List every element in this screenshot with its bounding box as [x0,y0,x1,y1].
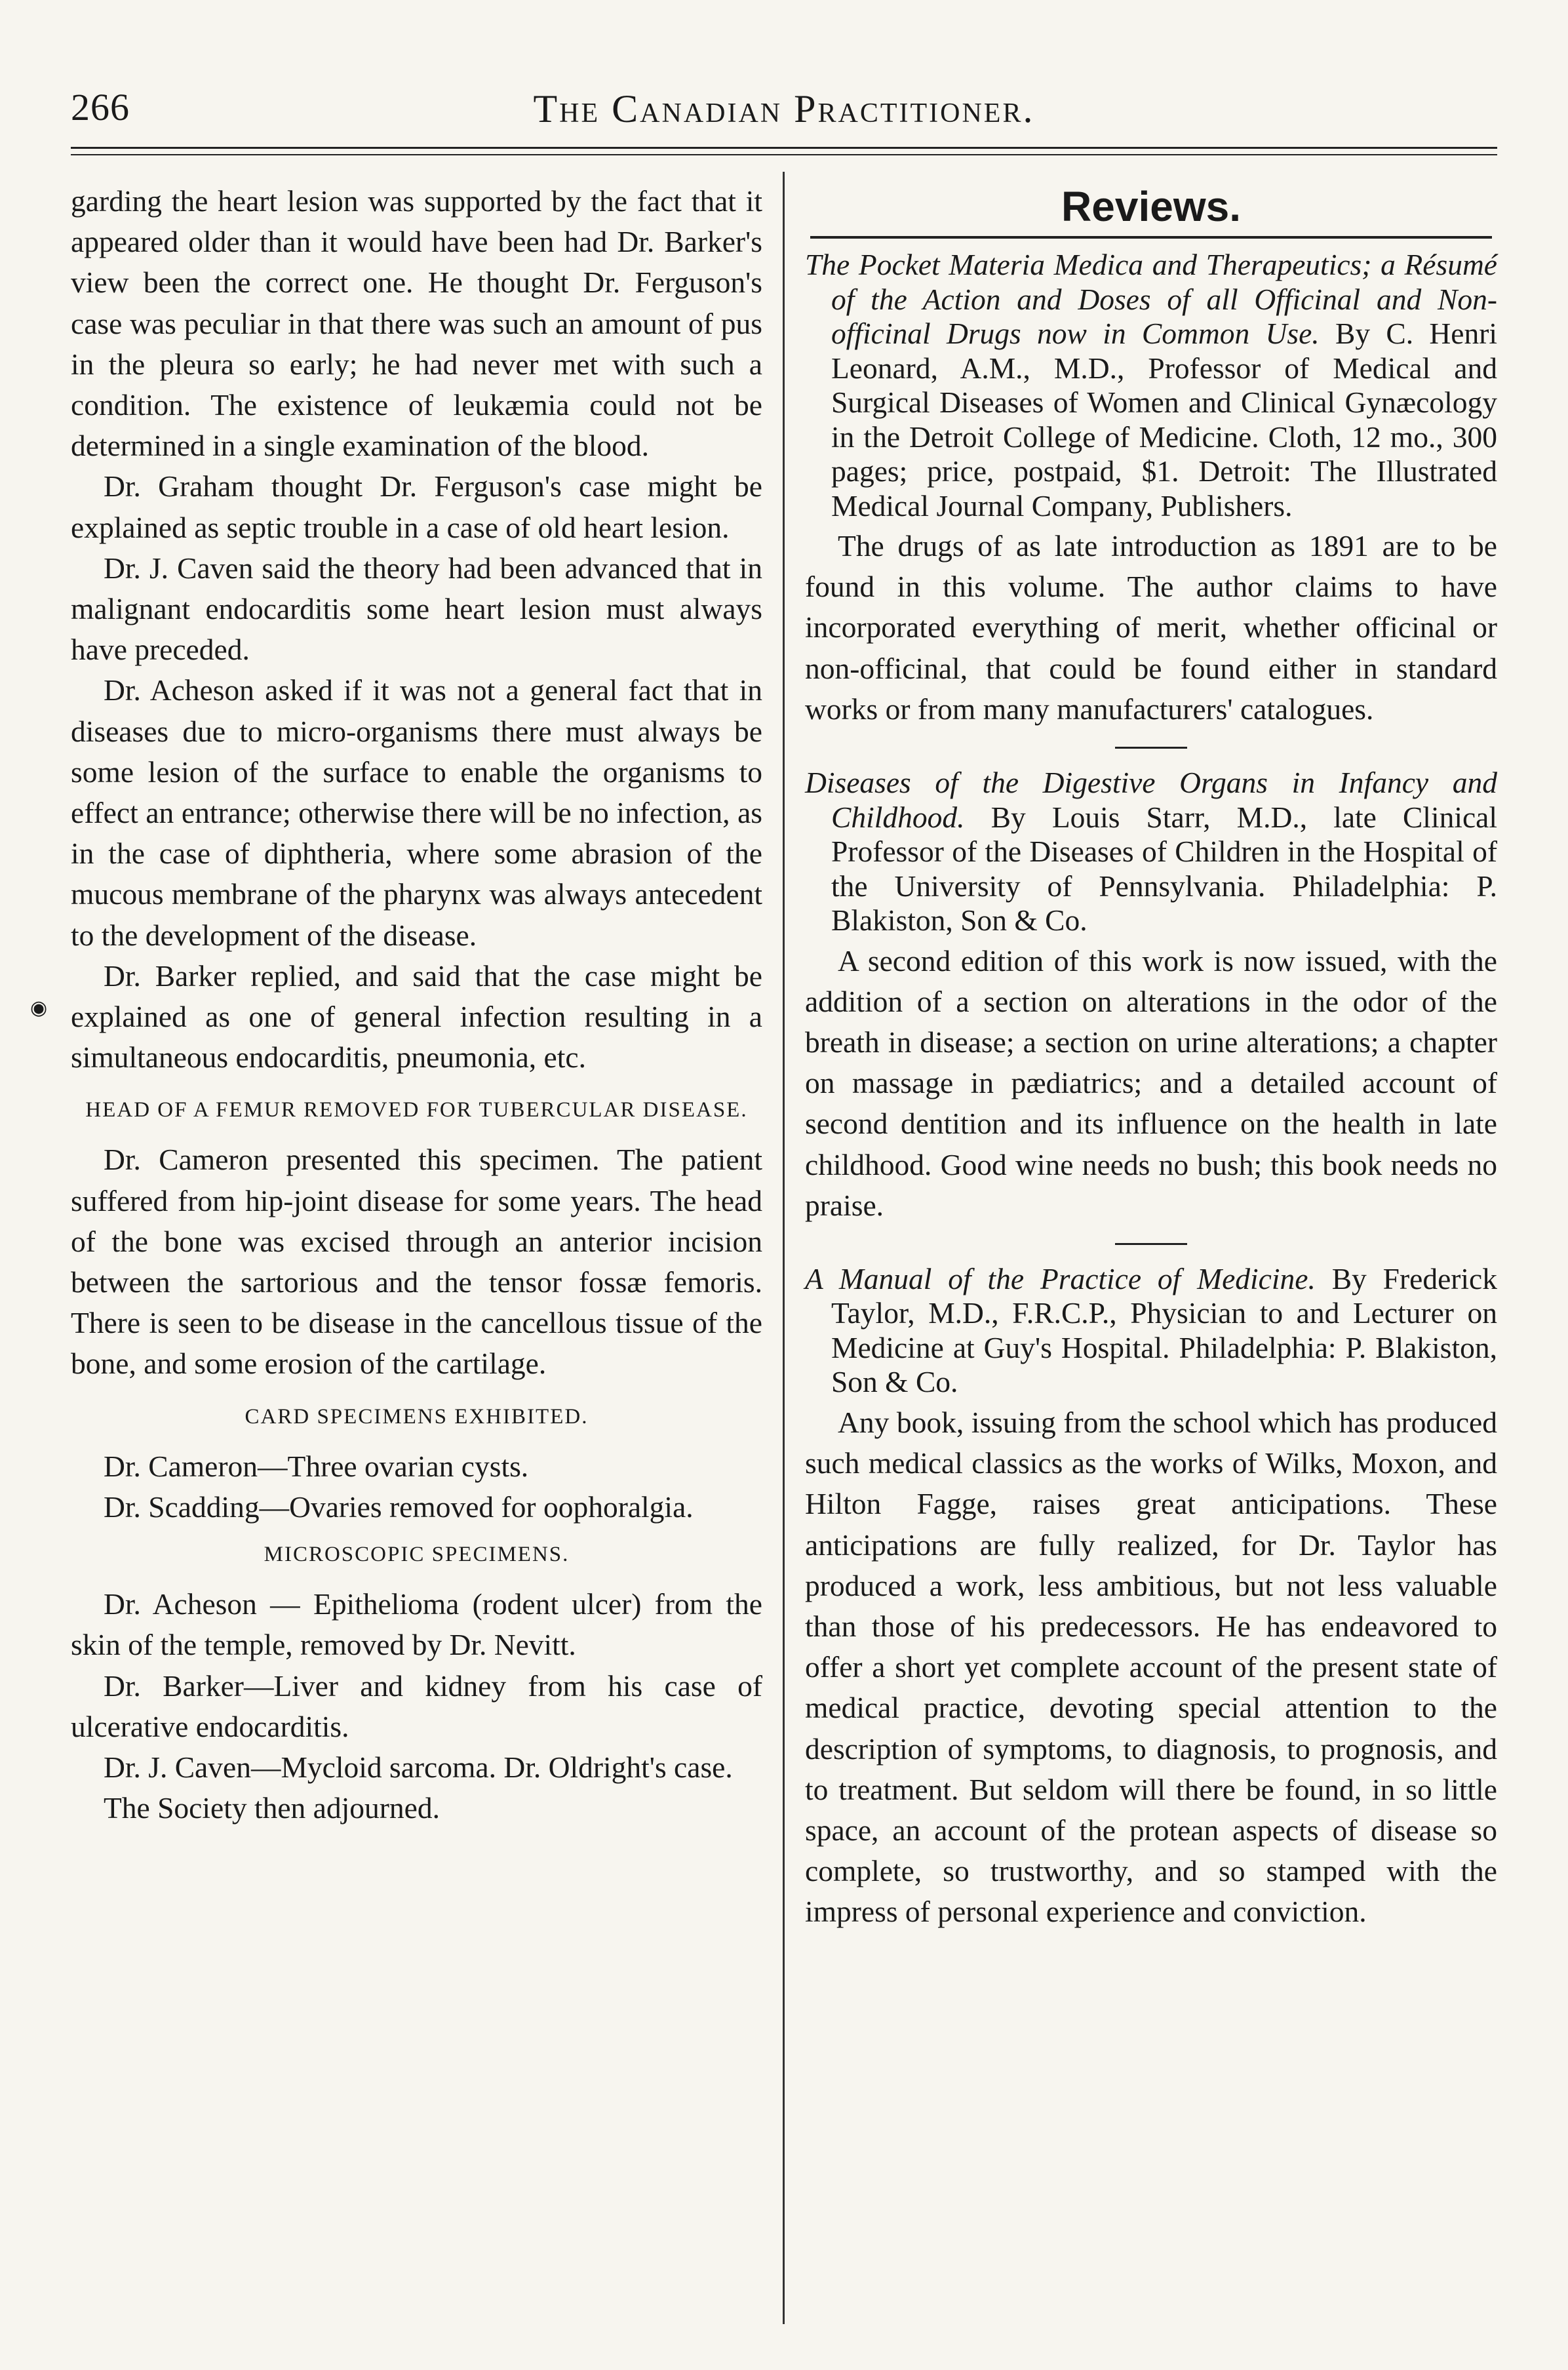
header-double-rule [71,147,1497,155]
review-details: By Louis Starr, M.D., late Clinical Professor of the Diseases of Children in the Hospital of the University of Pennsylvania. Philadelphia: P. Blakiston, Son & Co. [831,800,1498,938]
left-column [71,181,762,1828]
review-body: Any book, issuing from the school which has produced such medical classics as the works of Wilks, Moxon, and Hilton Fagge, raises great anticipations. These anticipations are fully realized, for Dr. Taylor has produced a work, less ambitious, but not less valuable than those of his predecessors. He has endeavored to offer a short yet complete account of the present state of medical practice, devoting special attention to the description of symptoms, to diagnosis, to prognosis, and to treatment. But seldom will there be found, in so little space, an account of the protean aspects of disease so complete, so trustworthy, and so stamped with the impress of personal experience and conviction. [805,1405,1497,1929]
reviews-heading: Reviews. [1061,183,1241,230]
paragraph: Dr. Acheson asked if it was not a general fact that in diseases due to micro-organisms there must always be some lesion of the surface to enable the organisms to effect an entrance; otherwise there will be no infection, as in the case of diphtheria, where some abrasion of the mucous membrane of the pharynx was always antecedent to the development of the disease. [71,673,762,952]
section-subheading: CARD SPECIMENS EXHIBITED. [245,1404,589,1429]
review-citation [805,766,1497,938]
review-title: Diseases of the Digestive Organs in Infancy and Childhood. [805,766,1497,834]
column-divider [783,172,785,2324]
paragraph: Dr. Acheson — Epithelioma (rodent ulcer) from the skin of the temple, removed by Dr. Nevitt. [71,1587,762,1662]
margin-mark: ◉ [30,997,48,1019]
paragraph: Dr. Cameron presented this specimen. The patient suffered from hip-joint disease for some years. The head of the bone was excised through an anterior incision between the sartorious and the tensor fossæ femoris. There is seen to be disease in the cancellous tissue of the bone, and some erosion of the cartilage. [71,1143,762,1381]
separator-rule [1115,1243,1187,1245]
paragraph: The Society then adjourned. [104,1791,440,1825]
heading-rule [810,236,1492,239]
review-details: By C. Henri Leonard, A.M., M.D., Professor of Medical and Surgical Diseases of Women and Clinical Gynæcology in the Detroit College of Medicine. Cloth, 12 mo., 300 pages; price, postpaid, $1. Detroit: The Illustrated Medical Journal Company, Publishers. [831,317,1498,523]
running-head [71,79,1497,138]
section-subheading: HEAD OF A FEMUR REMOVED FOR TUBERCULAR DISEASE. [85,1098,748,1122]
paragraph: Dr. Barker—Liver and kidney from his case of ulcerative endocarditis. [71,1669,762,1743]
separator-rule [1115,747,1187,749]
section-subheading: MICROSCOPIC SPECIMENS. [264,1543,570,1567]
paragraph: Dr. Graham thought Dr. Ferguson's case might be explained as septic trouble in a case of old heart lesion. [71,469,762,544]
review-title: The Pocket Materia Medica and Therapeutics; a Résumé of the Action and Doses of all Officinal and Non-officinal Drugs now in Common Use. [805,248,1497,350]
paragraph: Dr. Scadding—Ovaries removed for oophoralgia. [104,1490,694,1524]
paragraph: Dr. Cameron—Three ovarian cysts. [104,1449,529,1483]
paragraph: Dr. J. Caven—Mycloid sarcoma. Dr. Oldright's case. [104,1750,733,1784]
review-body: A second edition of this work is now issued, with the addition of a section on alterations in the odor of the breath in disease; a section on urine alterations; a chapter on massage in pædiatrics; and a detailed account of second dentition and its influence on the health in late childhood. Good wine needs no bush; this book needs no praise. [805,943,1497,1222]
review-body: The drugs of as late introduction as 1891 are to be found in this volume. The author claims to have incorporated everything of merit, whether officinal or non-officinal, that could be found either in standard works or from many manufacturers' catalogues. [805,529,1497,726]
journal-title: The Canadian Practitioner. [533,87,1035,130]
paragraph: Dr. J. Caven said the theory had been advanced that in malignant endocarditis some heart lesion must always have preceded. [71,551,762,667]
review-details: By Frederick Taylor, M.D., F.R.C.P., Physician to and Lecturer on Medicine at Guy's Hospital. Philadelphia: P. Blakiston, Son & Co. [831,1261,1497,1399]
paragraph: Dr. Barker replied, and said that the case might be explained as one of general infection resulting in a simultaneous endocarditis, pneumonia, etc. [71,958,762,1075]
right-column [805,181,1497,1933]
review-title: A Manual of the Practice of Medicine. [805,1261,1316,1295]
paragraph: garding the heart lesion was supported by the fact that it appeared older than it would have been had Dr. Barker's view been the correct one. He thought Dr. Ferguson's case was peculiar in that there was such an amount of pus in the pleura so early; he had never met with such a condition. The existence of leukæmia could not be determined in a single examination of the blood. [71,184,762,463]
page-number: 266 [71,86,130,128]
review-citation [805,1262,1497,1400]
review-citation [805,248,1497,523]
